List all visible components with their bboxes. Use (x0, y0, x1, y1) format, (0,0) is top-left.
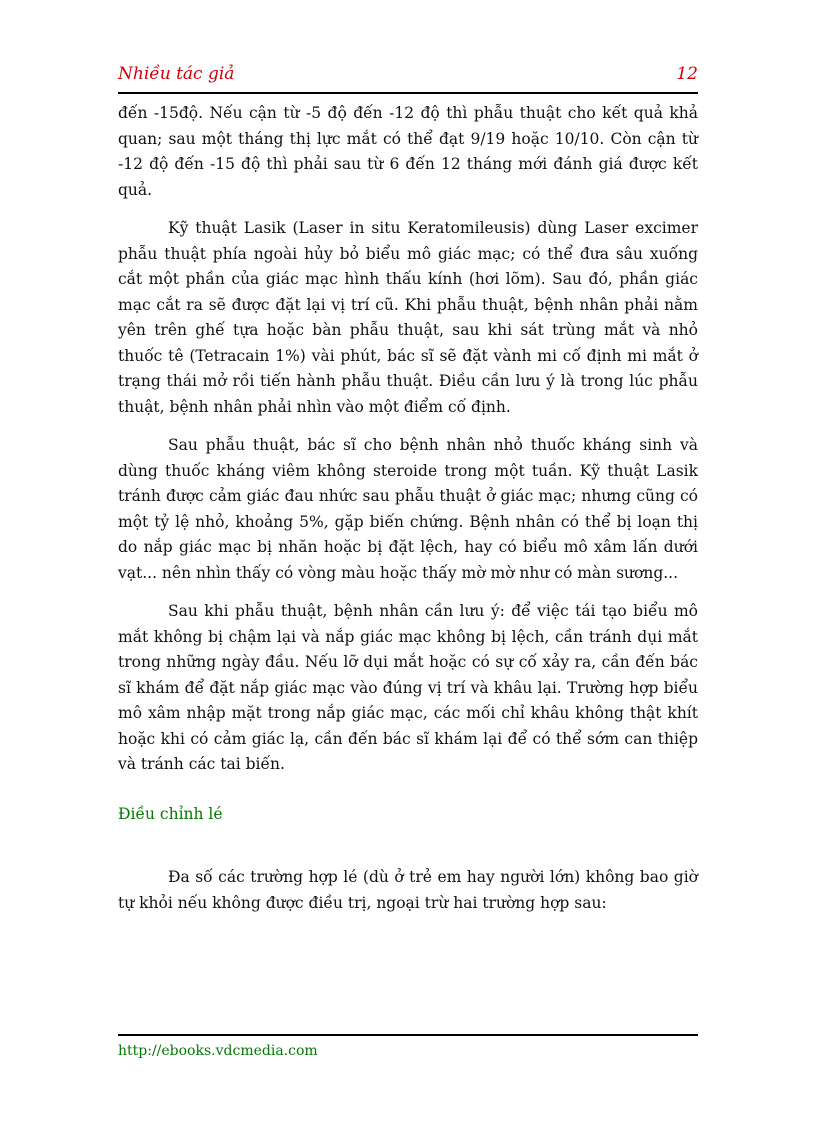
paragraph-4: Sau khi phẫu thuật, bệnh nhân cần lưu ý: để việc tái tạo biểu mô mắt không bị chậm lại và nắp giác mạc không bị lệch, cần tránh dụi mắt trong những ngày đầu. Nếu lỡ dụi mắt hoặc có sự cố xảy ra, cần đến bác sĩ khám để đặt nắp giác mạc vào đúng vị trí và khâu lại. Trường hợp biểu mô xâm nhập mặt trong nắp giác mạc, các mối chỉ khâu không thật khít hoặc khi có cảm giác lạ, cần đến bác sĩ khám lại để có thể sớm can thiệp và tránh các tai biến. (118, 602, 698, 773)
document-body (118, 101, 698, 929)
paragraph-3: Sau phẫu thuật, bác sĩ cho bệnh nhân nhỏ thuốc kháng sinh và dùng thuốc kháng viêm không steroide trong một tuần. Kỹ thuật Lasik tránh được cảm giác đau nhức sau phẫu thuật ở giác mạc; nhưng cũng có một tỷ lệ nhỏ, khoảng 5%, gặp biến chứng. Bệnh nhân có thể bị loạn thị do nắp giác mạc bị nhăn hoặc bị đặt lệch, hay có biểu mô xâm lấn dưới vạt... nên nhìn thấy có vòng màu hoặc thấy mờ mờ như có màn sương... (118, 436, 698, 582)
footer-link[interactable]: http://ebooks.vdcmedia.com (118, 1043, 318, 1059)
paragraph-1: đến -15độ. Nếu cận từ -5 độ đến -12 độ thì phẫu thuật cho kết quả khả quan; sau một tháng thị lực mắt có thể đạt 9/19 hoặc 10/10. Còn cận từ -12 độ đến -15 độ thì phải sau từ 6 đến 12 tháng mới đánh giá được kết quả. (118, 104, 698, 199)
header-title: Nhiều tác giả (118, 64, 235, 84)
page-number: 12 (676, 64, 698, 84)
page-header (118, 60, 698, 94)
paragraph-2: Kỹ thuật Lasik (Laser in situ Keratomileusis) dùng Laser excimer phẫu thuật phía ngoài hủy bỏ biểu mô giác mạc; có thể đưa sâu xuống cắt một phần của giác mạc hình thấu kính (hơi lõm). Sau đó, phần giác mạc cắt ra sẽ được đặt lại vị trí cũ. Khi phẫu thuật, bệnh nhân phải nằm yên trên ghế tựa hoặc bàn phẫu thuật, sau khi sát trùng mắt và nhỏ thuốc tê (Tetracain 1%) vài phút, bác sĩ sẽ đặt vành mi cố định mi mắt ở trạng thái mở rồi tiến hành phẫu thuật. Điều cần lưu ý là trong lúc phẫu thuật, bệnh nhân phải nhìn vào một điểm cố định. (118, 219, 698, 416)
footer-divider (118, 1034, 698, 1036)
section-paragraph: Đa số các trường hợp lé (dù ở trẻ em hay người lớn) không bao giờ tự khỏi nếu không được điều trị, ngoại trừ hai trường hợp sau: (118, 868, 698, 912)
section-heading: Điều chỉnh lé (118, 804, 223, 823)
